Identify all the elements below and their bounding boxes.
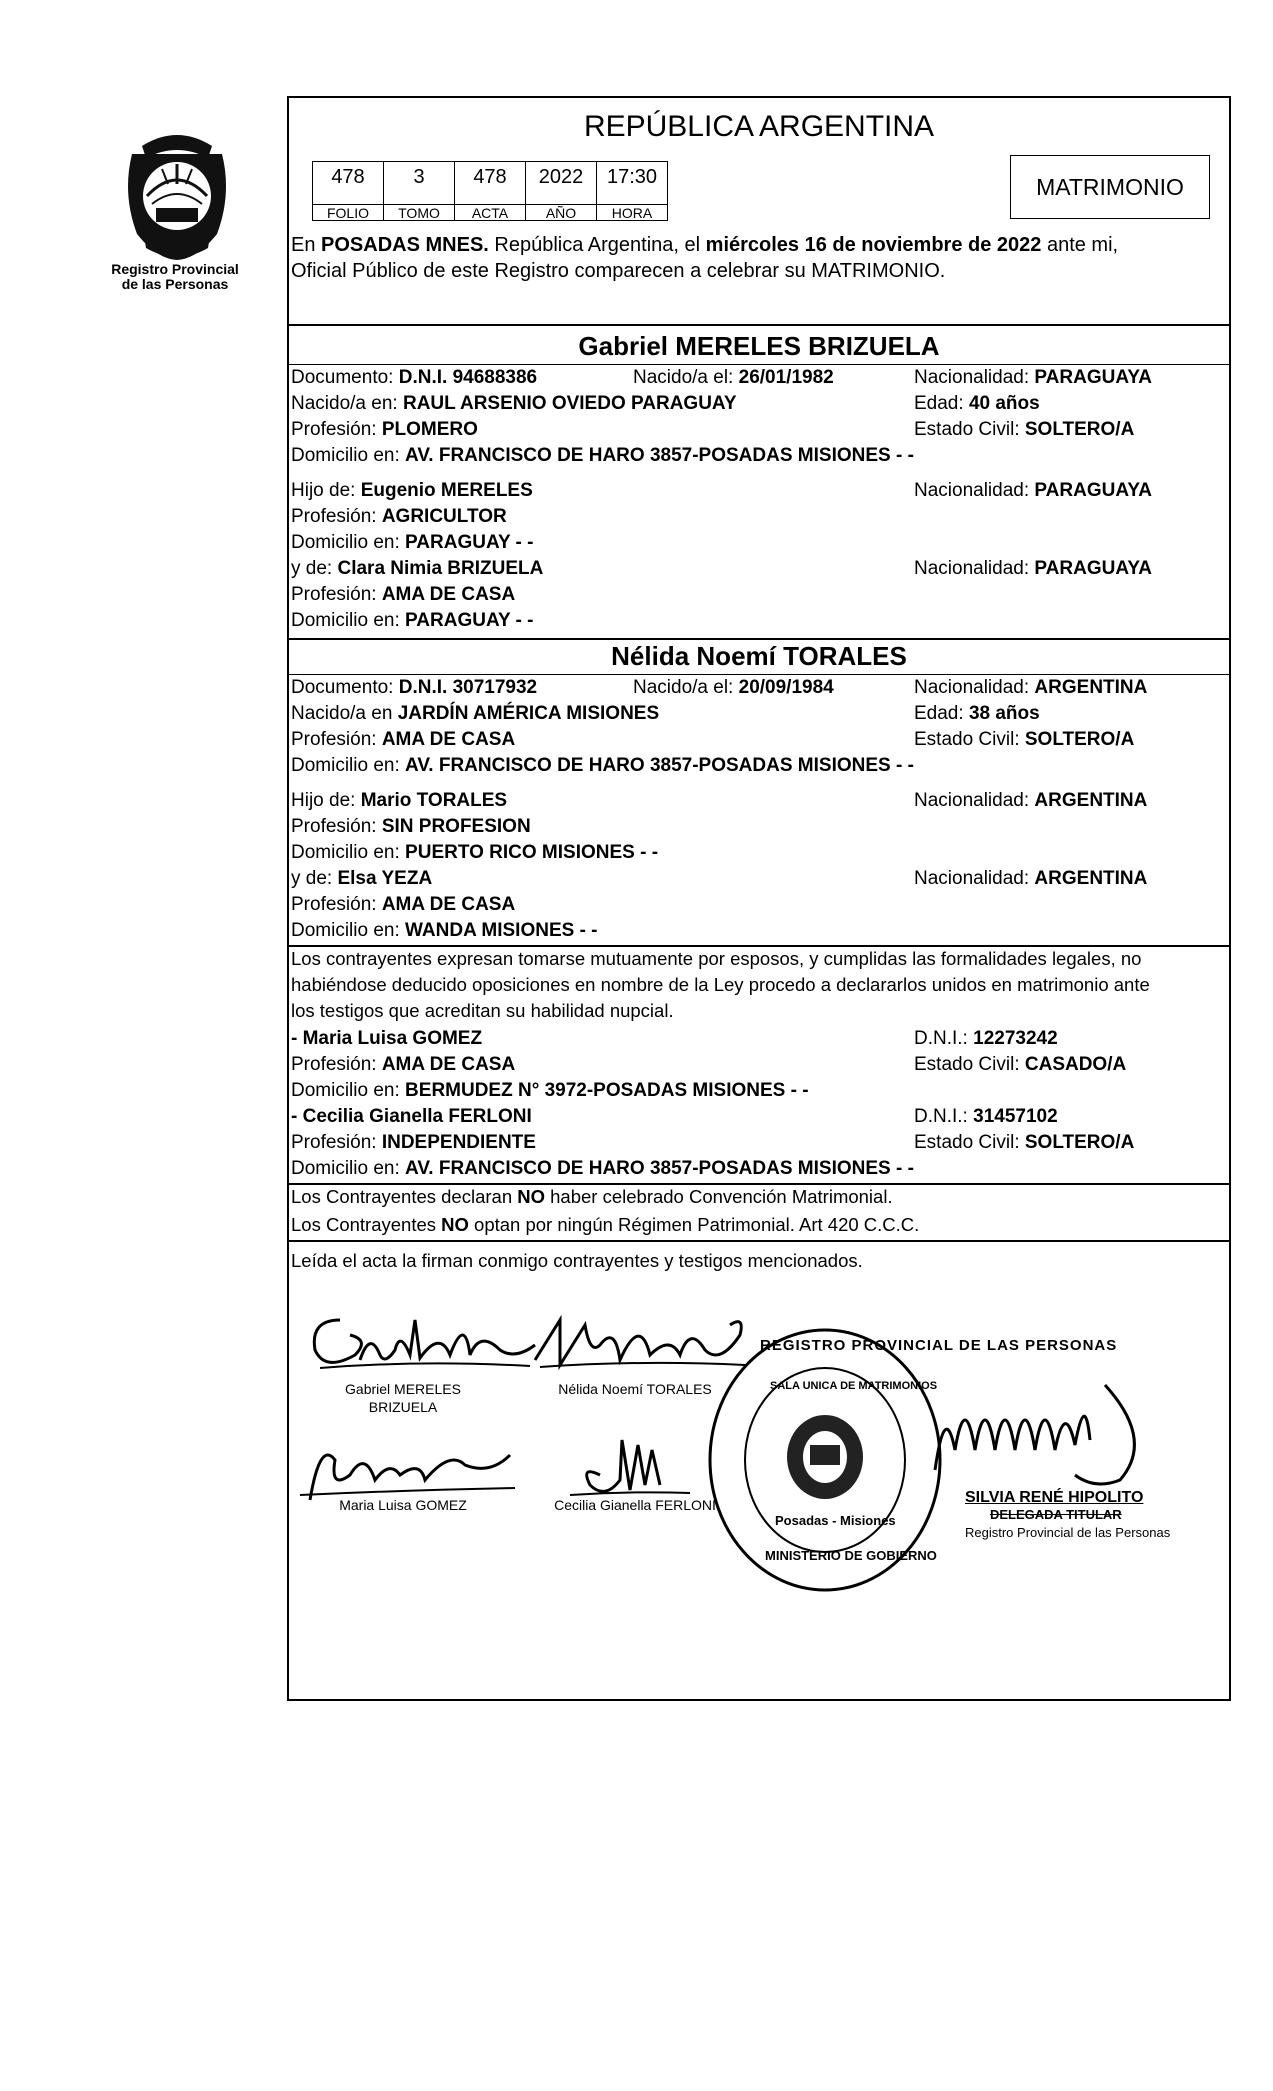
record-tomo: 3 TOMO	[383, 161, 455, 221]
bride-signature-label: Nélida Noemí TORALES	[558, 1381, 712, 1397]
record-folio: 478 FOLIO	[312, 161, 384, 221]
declaration-line-3: los testigos que acreditan su habilidad nupcial.	[291, 1000, 674, 1021]
witness-1-dni: D.N.I.: 12273242	[914, 1028, 1058, 1049]
officer-signature-icon	[925, 1380, 1165, 1490]
bride-profession: Profesión: AMA DE CASA	[291, 729, 516, 750]
officer-office: Registro Provincial de las Personas	[965, 1525, 1171, 1540]
bride-name: Nélida Noemí TORALES	[611, 641, 907, 671]
bride-mother: y de: Elsa YEZA	[291, 868, 433, 889]
groom-age: Edad: 40 años	[914, 393, 1040, 414]
groom-father: Hijo de: Eugenio MERELES	[291, 480, 533, 501]
record-acta: 478 ACTA	[454, 161, 526, 221]
witness-1-address: Domicilio en: BERMUDEZ N° 3972-POSADAS MISIONES - -	[291, 1080, 809, 1101]
doc-type-box: MATRIMONIO	[1010, 155, 1210, 219]
declaration-line-1: Los contrayentes expresan tomarse mutuamente por esposos, y cumplidas las formalidades legales, no	[291, 948, 1142, 969]
witness-2-profession: Profesión: INDEPENDIENTE	[291, 1132, 536, 1153]
regime-line-1: Los Contrayentes declaran NO haber celebrado Convención Matrimonial.	[291, 1186, 893, 1207]
officer-name: SILVIA RENÉ HIPOLITO	[965, 1489, 1144, 1506]
groom-mother-address: Domicilio en: PARAGUAY - -	[291, 610, 534, 631]
bride-mother-profession: Profesión: AMA DE CASA	[291, 894, 516, 915]
witness-1-name: - Maria Luisa GOMEZ	[291, 1028, 483, 1049]
groom-signature-icon	[300, 1300, 540, 1380]
intro-line-1: En POSADAS MNES. República Argentina, el miércoles 16 de noviembre de 2022 ante mi,	[291, 234, 1119, 256]
groom-signature-label-1: Gabriel MERELES	[345, 1381, 461, 1397]
bride-mother-address: Domicilio en: WANDA MISIONES - -	[291, 920, 598, 941]
groom-document: Documento: D.N.I. 94688386	[291, 367, 538, 388]
bride-father-address: Domicilio en: PUERTO RICO MISIONES - -	[291, 842, 659, 863]
groom-profession: Profesión: PLOMERO	[291, 419, 478, 440]
groom-father-profession: Profesión: AGRICULTOR	[291, 506, 507, 527]
logo-line-1: Registro Provincial	[111, 261, 239, 277]
groom-father-nationality: Nacionalidad: PARAGUAYA	[914, 480, 1152, 501]
witness-1-profession: Profesión: AMA DE CASA	[291, 1054, 516, 1075]
groom-name: Gabriel MERELES BRIZUELA	[578, 331, 940, 361]
logo-line-2: de las Personas	[121, 276, 229, 292]
groom-nationality: Nacionalidad: PARAGUAYA	[914, 367, 1152, 388]
bride-address: Domicilio en: AV. FRANCISCO DE HARO 3857-POSADAS MISIONES - -	[291, 755, 914, 776]
bride-father: Hijo de: Mario TORALES	[291, 790, 508, 811]
witness-1-signature-label: Maria Luisa GOMEZ	[339, 1497, 467, 1513]
witness-2-name: - Cecilia Gianella FERLONI	[291, 1106, 532, 1127]
groom-signature-label-2: BRIZUELA	[368, 1399, 438, 1415]
groom-civil-status: Estado Civil: SOLTERO/A	[914, 419, 1135, 440]
record-anio: 2022 AÑO	[525, 161, 597, 221]
intro-line-2: Oficial Público de este Registro comparecen a celebrar su MATRIMONIO.	[291, 260, 946, 282]
bride-document: Documento: D.N.I. 30717932	[291, 677, 538, 698]
stamp-ring-text: REGISTRO PROVINCIAL DE LAS PERSONAS	[760, 1337, 1118, 1354]
closing-statement: Leída el acta la firman conmigo contrayentes y testigos mencionados.	[291, 1250, 863, 1271]
bride-age: Edad: 38 años	[914, 703, 1040, 724]
groom-mother: y de: Clara Nimia BRIZUELA	[291, 558, 544, 579]
regime-line-2: Los Contrayentes NO optan por ningún Régimen Patrimonial. Art 420 C.C.C.	[291, 1214, 920, 1235]
bride-father-profession: Profesión: SIN PROFESION	[291, 816, 531, 837]
witness-1-civil-status: Estado Civil: CASADO/A	[914, 1054, 1127, 1075]
stamp-inner-text: SALA UNICA DE MATRIMONIOS	[770, 1380, 938, 1392]
bride-civil-status: Estado Civil: SOLTERO/A	[914, 729, 1135, 750]
declaration-line-2: habiéndose deducido oposiciones en nombre de la Ley procedo a declararlos unidos en matrimonio ante	[291, 974, 1150, 995]
groom-address: Domicilio en: AV. FRANCISCO DE HARO 3857-POSADAS MISIONES - -	[291, 445, 914, 466]
bride-father-nationality: Nacionalidad: ARGENTINA	[914, 790, 1148, 811]
record-hora: 17:30 HORA	[596, 161, 668, 221]
witness-2-civil-status: Estado Civil: SOLTERO/A	[914, 1132, 1135, 1153]
page-title: REPÚBLICA ARGENTINA	[583, 110, 935, 143]
witness-2-address: Domicilio en: AV. FRANCISCO DE HARO 3857-POSADAS MISIONES - -	[291, 1158, 914, 1179]
officer-role: DELEGADA TITULAR	[990, 1507, 1122, 1522]
groom-mother-profession: Profesión: AMA DE CASA	[291, 584, 516, 605]
groom-birthplace: Nacido/a en: RAUL ARSENIO OVIEDO PARAGUAY	[291, 393, 737, 414]
bride-birthdate: Nacido/a el: 20/09/1984	[633, 677, 834, 698]
bride-birthplace: Nacido/a en JARDÍN AMÉRICA MISIONES	[291, 703, 660, 724]
groom-father-address: Domicilio en: PARAGUAY - -	[291, 532, 534, 553]
bride-mother-nationality: Nacionalidad: ARGENTINA	[914, 868, 1148, 889]
province-seal-icon	[112, 124, 242, 264]
witness-2-signature-label: Cecilia Gianella FERLONI	[554, 1497, 716, 1513]
groom-mother-nationality: Nacionalidad: PARAGUAYA	[914, 558, 1152, 579]
bride-nationality: Nacionalidad: ARGENTINA	[914, 677, 1148, 698]
stamp-ministry: MINISTERIO DE GOBIERNO	[765, 1548, 937, 1563]
witness-2-dni: D.N.I.: 31457102	[914, 1106, 1058, 1127]
groom-birthdate: Nacido/a el: 26/01/1982	[633, 367, 834, 388]
stamp-place: Posadas - Misiones	[775, 1513, 896, 1528]
